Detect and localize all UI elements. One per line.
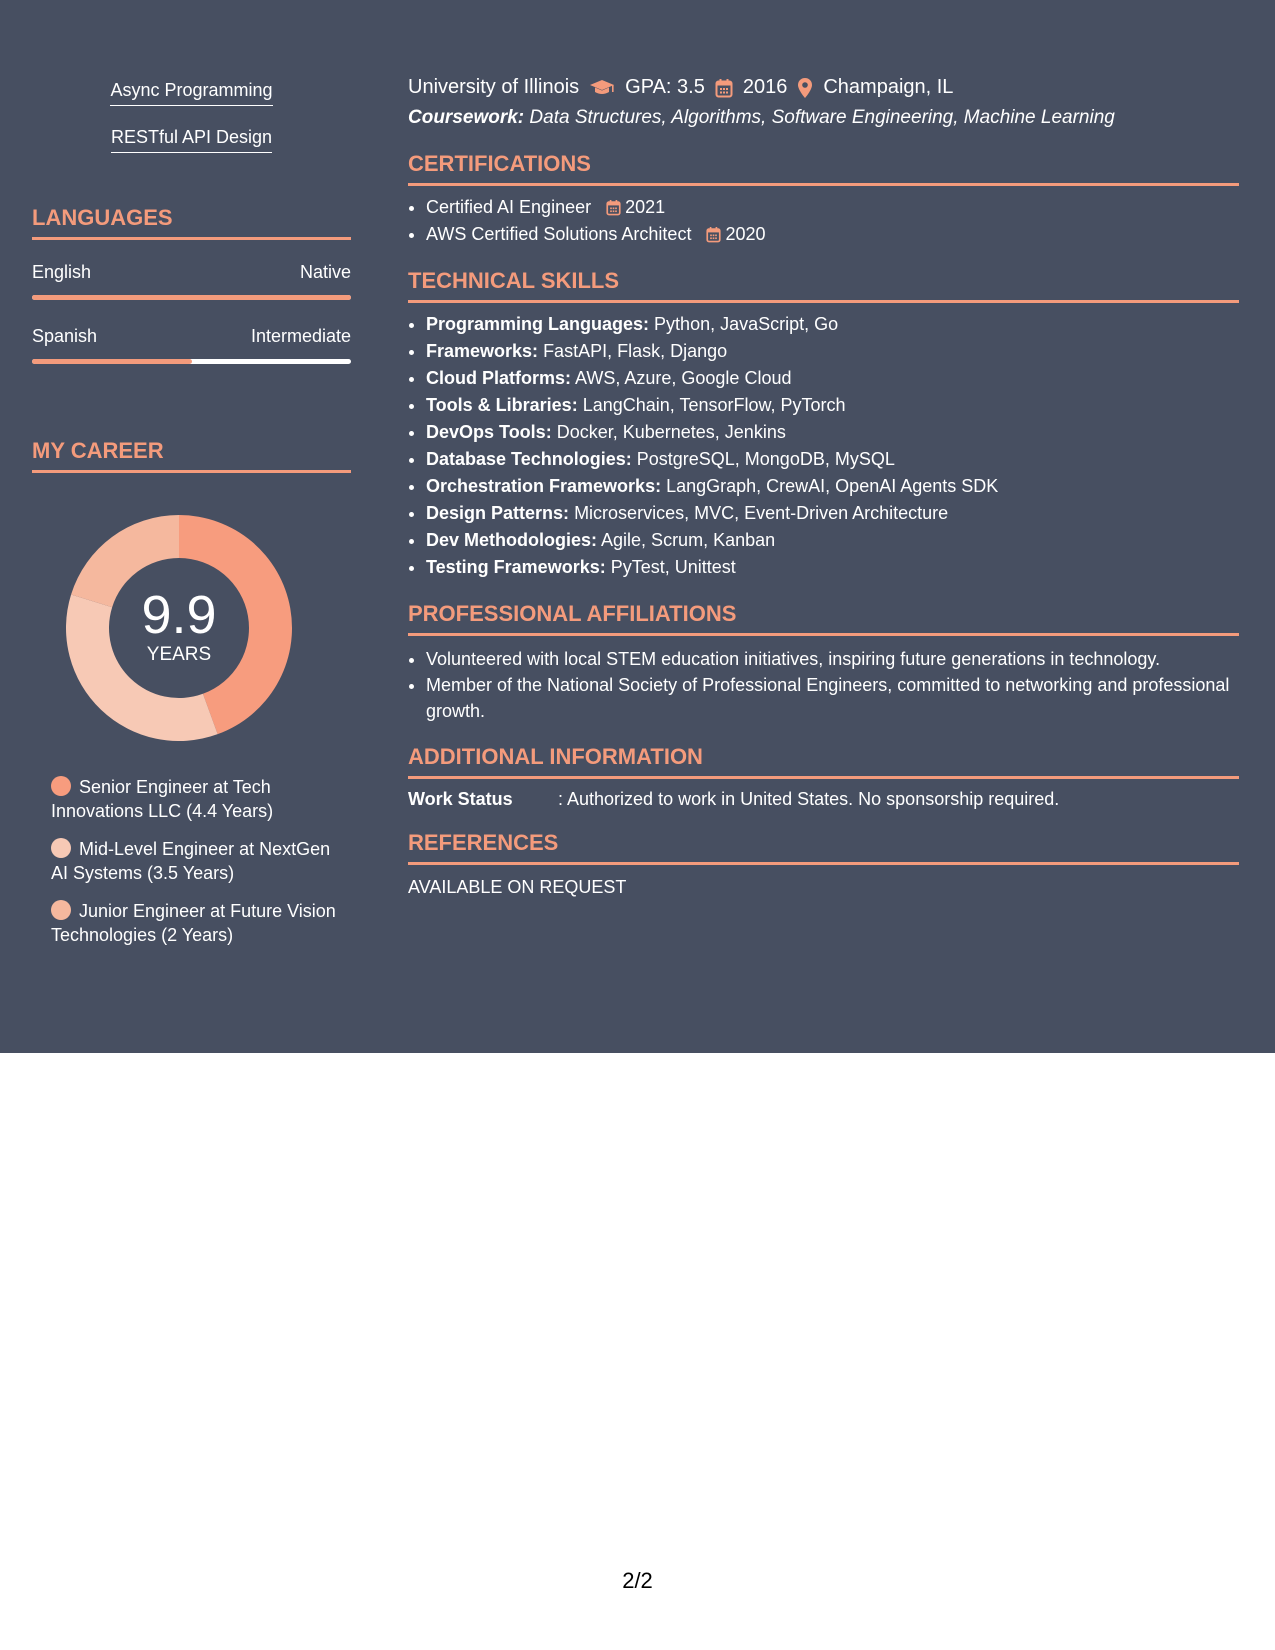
skill-item [426, 554, 1239, 581]
certifications-section [408, 151, 1239, 248]
skill-category: Testing Frameworks: [426, 557, 606, 577]
languages-title: LANGUAGES [32, 205, 351, 240]
legend-label: Senior Engineer at Tech Innovations LLC (4.4 Years) [51, 777, 274, 821]
legend-label: Mid-Level Engineer at NextGen AI Systems (3.5 Years) [51, 839, 331, 883]
skill-values: Microservices, MVC, Event-Driven Architecture [574, 503, 949, 523]
references-text: AVAILABLE ON REQUEST [408, 877, 627, 897]
certification-name: Certified AI Engineer [426, 197, 592, 217]
certification-year: 2020 [725, 224, 766, 244]
language-name: English [32, 262, 92, 282]
calendar-icon [706, 226, 721, 243]
education-year: 2016 [742, 76, 788, 98]
skill-category: Dev Methodologies: [426, 530, 598, 550]
coursework [408, 107, 1239, 129]
career-total-years: 9.9 [141, 585, 217, 645]
education-gpa: GPA: 3.5 [625, 76, 705, 98]
career-legend [51, 775, 341, 947]
work-status-label: Work Status [408, 789, 513, 809]
work-status-row [408, 789, 1239, 810]
skill-category: Tools & Libraries: [426, 395, 578, 415]
calendar-icon [606, 199, 621, 216]
education-location: Champaign, IL [823, 76, 954, 98]
language-name: Spanish [32, 326, 98, 346]
affiliations-section [408, 601, 1239, 724]
legend-item [51, 837, 341, 885]
skill-category: Cloud Platforms: [426, 368, 572, 388]
skill-category: Orchestration Frameworks: [426, 476, 662, 496]
career-years-unit: YEARS [146, 644, 212, 665]
main-content [408, 76, 1239, 898]
skill-item [426, 527, 1239, 554]
language-level: Native [299, 262, 351, 282]
references-title: REFERENCES [408, 830, 1239, 865]
coursework-list: Data Structures, Algorithms, Software Engineering, Machine Learning [529, 107, 1115, 128]
education-school: University of Illinois [408, 76, 580, 98]
legend-dot [51, 900, 71, 920]
skill-category: Programming Languages: [426, 314, 650, 334]
technical-skills-section [408, 268, 1239, 581]
skill-item [426, 311, 1239, 338]
certification-item [426, 194, 1239, 221]
skill-values: LangGraph, CrewAI, OpenAI Agents SDK [666, 476, 999, 496]
language-level: Intermediate [250, 326, 351, 346]
skill-values: Python, JavaScript, Go [654, 314, 839, 334]
skill-values: Docker, Kubernetes, Jenkins [556, 422, 786, 442]
skill-item [426, 392, 1239, 419]
legend-item [51, 775, 341, 823]
legend-item [51, 899, 341, 947]
calendar-icon [715, 78, 733, 98]
certifications-list [408, 194, 1239, 248]
technical-skills-title: TECHNICAL SKILLS [408, 268, 1239, 303]
language-english [32, 262, 351, 300]
skill-item [426, 419, 1239, 446]
skill-values: PostgreSQL, MongoDB, MySQL [636, 449, 895, 469]
references-section [408, 830, 1239, 898]
skill-values: Agile, Scrum, Kanban [601, 530, 776, 550]
affiliation-item: • Member of the National Society of Professional Engineers, committed to networking and professional growth. [426, 672, 1239, 724]
coursework-label: Coursework: [408, 107, 525, 128]
legend-dot [51, 776, 71, 796]
legend-label: Junior Engineer at Future Vision Technologies (2 Years) [51, 901, 336, 945]
skill-values: PyTest, Unittest [610, 557, 736, 577]
map-pin-icon [797, 77, 813, 99]
language-level-bar [32, 295, 351, 300]
skill-item [426, 365, 1239, 392]
certification-name: AWS Certified Solutions Architect [426, 224, 692, 244]
work-status-value: : Authorized to work in United States. No sponsorship required. [558, 789, 1060, 809]
skill-values: AWS, Azure, Google Cloud [575, 368, 792, 388]
language-level-bar [32, 359, 351, 364]
skill-item [426, 338, 1239, 365]
additional-info-section [408, 744, 1239, 810]
affiliation-item: • Volunteered with local STEM education initiatives, inspiring future generations in technology. [426, 646, 1239, 672]
certification-year: 2021 [625, 197, 666, 217]
skill-values: LangChain, TensorFlow, PyTorch [582, 395, 846, 415]
language-level-fill [32, 295, 351, 300]
career-donut-chart [66, 515, 292, 741]
legend-dot [51, 838, 71, 858]
affiliations-title: PROFESSIONAL AFFILIATIONS [408, 601, 1239, 636]
sidebar [32, 80, 351, 961]
skill-item [426, 446, 1239, 473]
page-number: 2/2 [622, 1568, 653, 1593]
skill-category: Database Technologies: [426, 449, 632, 469]
skill-item [426, 473, 1239, 500]
certification-item [426, 221, 1239, 248]
affiliations-list [408, 646, 1239, 724]
technical-skills-list [408, 311, 1239, 581]
graduation-cap-icon [589, 78, 615, 98]
education-line [408, 76, 1239, 99]
skill-values: FastAPI, Flask, Django [543, 341, 728, 361]
skill-item [426, 500, 1239, 527]
additional-info-title: ADDITIONAL INFORMATION [408, 744, 1239, 779]
skill-category: Frameworks: [426, 341, 539, 361]
skill-category: Design Patterns: [426, 503, 570, 523]
career-title: MY CAREER [32, 438, 351, 473]
skill-restful-api-design: RESTful API Design [111, 127, 272, 153]
language-level-fill [32, 359, 192, 364]
language-spanish [32, 326, 351, 364]
certifications-title: CERTIFICATIONS [408, 151, 1239, 186]
skill-async-programming: Async Programming [110, 80, 272, 106]
skill-category: DevOps Tools: [426, 422, 552, 442]
